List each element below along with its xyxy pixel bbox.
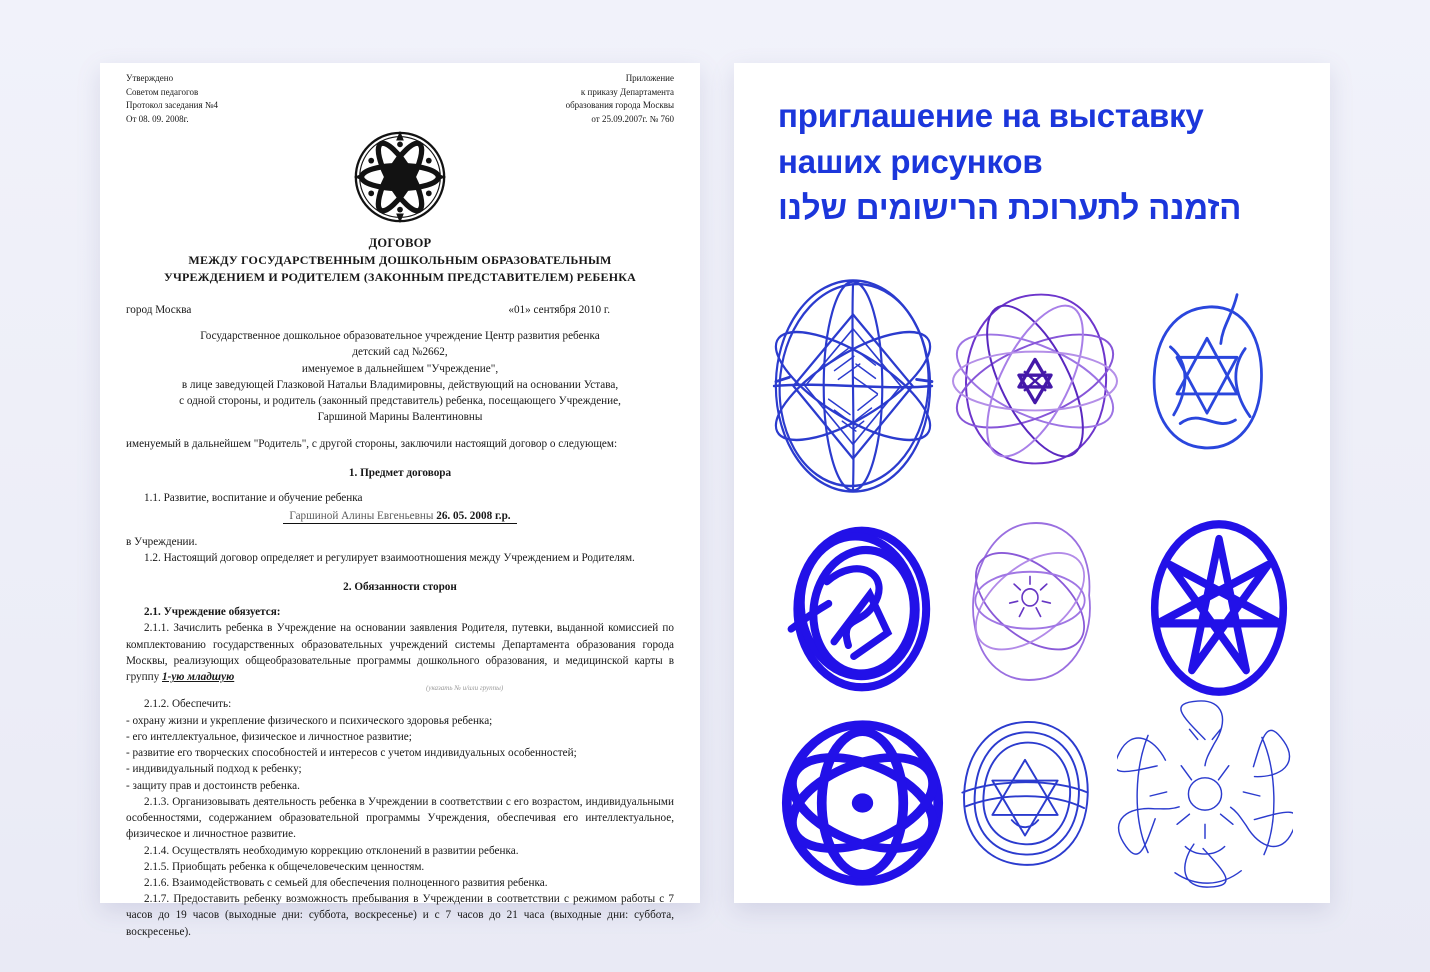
preamble-line: Государственное дошкольное образовательное учреждение Центр развития ребенка bbox=[200, 330, 600, 343]
child-birthdate: 26. 05. 2008 г.р. bbox=[436, 510, 511, 523]
drawing-orbits-icon bbox=[955, 510, 1105, 700]
child-drawing-2 bbox=[950, 285, 1120, 481]
clause-2-1-5: 2.1.5. Приобщать ребенка к общечеловеческим ценностям. bbox=[144, 860, 425, 873]
drawing-petal-mandala-icon bbox=[1117, 695, 1293, 897]
title-line: УЧРЕЖДЕНИЕМ И РОДИТЕЛЕМ (ЗАКОННЫМ ПРЕДСТАВИТЕЛЕМ) РЕБЕНКА bbox=[163, 270, 637, 285]
child-name: Гаршиной Алины Евгеньевны bbox=[289, 510, 434, 523]
obligation-item: - развитие его творческих способностей и интересов с учетом индивидуальных особенностей; bbox=[126, 747, 577, 760]
approval-line: Утверждено bbox=[126, 73, 174, 83]
approval-block bbox=[126, 72, 218, 126]
clause-1-1: 1.1. Развитие, воспитание и обучение ребенка bbox=[144, 492, 363, 505]
child-drawing-6 bbox=[1148, 516, 1290, 700]
obligation-item: - охрану жизни и укрепление физического и психического здоровья ребенка; bbox=[126, 714, 493, 727]
invitation-title bbox=[778, 93, 1278, 232]
clause-2-1-6: 2.1.6. Взаимодействовать с семьей для обеспечения полноценного развития ребенка. bbox=[144, 876, 548, 889]
annex-line: к приказу Департамента bbox=[580, 86, 674, 97]
drawing-thick-rosette-icon bbox=[780, 716, 945, 890]
mandala-logo-icon bbox=[352, 129, 448, 225]
annex-block bbox=[566, 72, 674, 126]
child-drawing-4 bbox=[784, 518, 936, 700]
clause-1-2: 1.2. Настоящий договор определяет и регулирует взаимоотношения между Учреждением и Родителям. bbox=[144, 551, 635, 564]
annex-line: от 25.09.2007г. № 760 bbox=[591, 113, 674, 124]
drawing-atom-icon bbox=[950, 285, 1120, 481]
clause-2-1-1 bbox=[126, 620, 674, 685]
drawing-rosette-icon bbox=[770, 276, 936, 496]
child-name-row bbox=[126, 508, 674, 524]
obligation-item: - индивидуальный подход к ребенку; bbox=[126, 763, 302, 776]
section-2-heading: 2. Обязанности сторон bbox=[343, 581, 457, 593]
child-drawing-9 bbox=[1117, 695, 1293, 897]
clause-2-1-7: 2.1.7. Предоставить ребенку возможность пребывания в Учреждении в соответствии с режимом работы с 7 часов до 19 часов (выходные дни: суббота, воскресенье) и с 7 часов до 21 часа (выходные дни: суббота, воскресенье). bbox=[126, 893, 674, 938]
group-note: (указать № и/или группы) bbox=[426, 684, 504, 693]
drawing-star-rings-icon bbox=[950, 710, 1100, 882]
approval-line: От 08. 09. 2008г. bbox=[126, 113, 189, 124]
approval-line: Советом педагогов bbox=[126, 86, 199, 97]
child-drawing-8 bbox=[950, 710, 1100, 882]
drawing-star-circle-icon bbox=[1138, 293, 1276, 467]
annex-line: Приложение bbox=[625, 73, 674, 83]
document-title bbox=[126, 234, 674, 286]
title-line: МЕЖДУ ГОСУДАРСТВЕННЫМ ДОШКОЛЬНЫМ ОБРАЗОВАТЕЛЬНЫМ bbox=[188, 253, 612, 268]
child-drawing-5 bbox=[955, 510, 1105, 700]
drawing-scribble-icon bbox=[784, 518, 936, 700]
clause-2-1-3: 2.1.3. Организовывать деятельность ребенка в Учреждении в соответствии с его возрастом, индивидуальными особенностями, содержанием образовательной программы Учреждения, обеспечивая его интеллектуальное, физическое и личностное развитие. bbox=[126, 795, 674, 841]
clause-1-1-tail: в Учреждении. bbox=[126, 535, 198, 548]
document-header bbox=[126, 72, 674, 126]
drawing-heptagram-icon bbox=[1148, 516, 1290, 700]
preamble-line: с одной стороны, и родитель (законный представитель) ребенка, посещающего Учреждение, bbox=[179, 395, 621, 408]
section-1-heading: 1. Предмет договора bbox=[348, 466, 452, 479]
clause-2-1-4: 2.1.4. Осуществлять необходимую коррекцию отклонений в развитии ребенка. bbox=[144, 844, 519, 857]
obligation-list bbox=[126, 713, 674, 794]
clause-2-1-2: 2.1.2. Обеспечить: bbox=[144, 698, 232, 711]
kindergarten-logo bbox=[126, 129, 674, 230]
approval-line: Протокол заседания №4 bbox=[126, 100, 218, 110]
invitation-flyer-page bbox=[734, 63, 1330, 903]
obligation-item: - его интеллектуальное, физическое и личностное развитие; bbox=[126, 730, 412, 743]
invitation-title-russian: приглашение на выставку наших рисунков bbox=[778, 97, 1204, 181]
clause-2-1-1-text: 2.1.1. Зачислить ребенка в Учреждение на основании заявления Родителя, путевки, выданной комиссией по комплектованию государственных образовательных учреждений системы Департамента образования города Москвы, реализующих общеобразовательные программы дошкольного образования, и медицинской карты в группу bbox=[126, 622, 674, 684]
invitation-title-hebrew: הזמנה לתערוכת הרישומים שלנו bbox=[778, 189, 1242, 227]
parent-name-line: Гаршиной Марины Валентиновны bbox=[317, 411, 483, 424]
contract-document-page bbox=[100, 63, 700, 938]
preamble-line: детский сад №2662, bbox=[352, 346, 448, 359]
group-name: 1-ую младшую bbox=[162, 671, 235, 684]
preamble bbox=[126, 328, 674, 425]
preamble-tail: именуемый в дальнейшем "Родитель", с другой стороны, заключили настоящий договор о следующем: bbox=[126, 437, 618, 450]
preamble-line: в лице заведующей Глазковой Натальи Владимировны, действующий на основании Устава, bbox=[181, 378, 619, 391]
preamble-line: именуемое в дальнейшем "Учреждение", bbox=[301, 362, 499, 375]
date-label: «01» сентября 2010 г. bbox=[508, 303, 610, 316]
city-label: город Москва bbox=[126, 303, 192, 316]
city-date-row bbox=[126, 302, 674, 318]
child-drawing-3 bbox=[1138, 293, 1276, 467]
clause-2-1: 2.1. Учреждение обязуется: bbox=[144, 606, 281, 619]
title-line: ДОГОВОР bbox=[368, 236, 432, 251]
child-drawing-7 bbox=[780, 716, 945, 890]
annex-line: образования города Москвы bbox=[565, 100, 674, 110]
obligation-item: - защиту прав и достоинств ребенка. bbox=[126, 779, 300, 792]
child-drawing-1 bbox=[770, 276, 936, 496]
